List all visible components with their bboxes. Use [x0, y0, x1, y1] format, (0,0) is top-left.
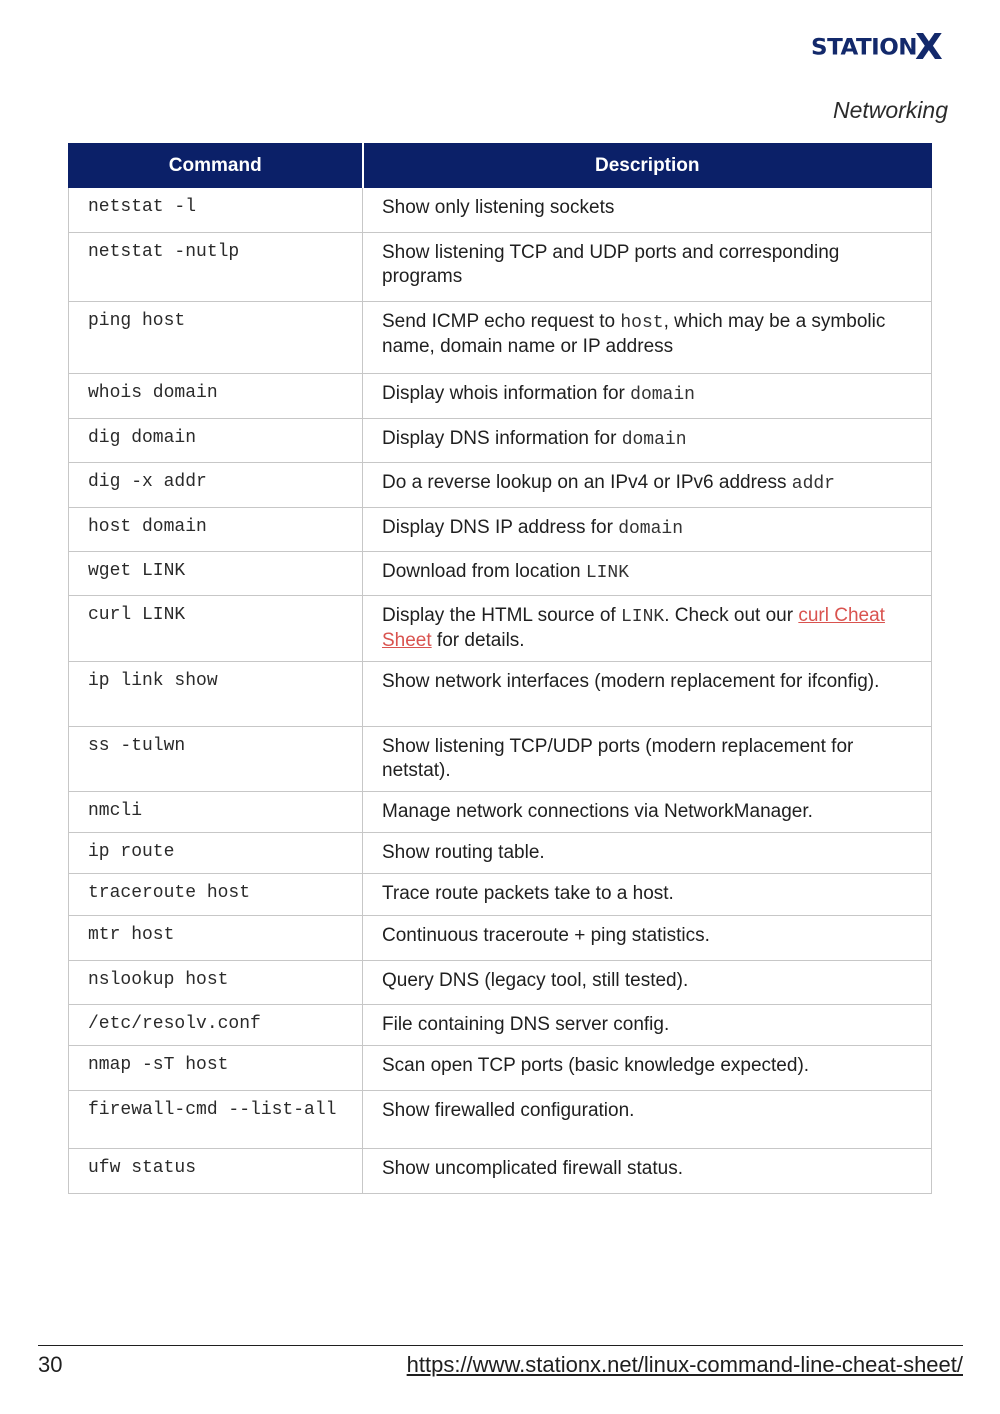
table-row	[69, 188, 932, 233]
inline-code: LINK	[585, 563, 630, 583]
footer-divider	[38, 1345, 963, 1346]
description-text: Show uncomplicated firewall status.	[382, 1158, 683, 1179]
table-row	[69, 1149, 932, 1194]
command-cell: netstat -l	[69, 188, 363, 233]
description-cell	[363, 374, 932, 419]
description-cell	[363, 302, 932, 374]
table-row	[69, 662, 932, 727]
inline-code: domain	[618, 519, 683, 539]
table-row	[69, 1005, 932, 1046]
command-table	[68, 143, 932, 1194]
description-cell	[363, 419, 932, 463]
table-row	[69, 508, 932, 552]
command-cell: ip link show	[69, 662, 363, 727]
stationx-logo	[811, 27, 963, 68]
table-row	[69, 916, 932, 961]
command-cell: host domain	[69, 508, 363, 552]
inline-code: domain	[621, 430, 687, 450]
description-text: . Check out our	[664, 605, 799, 626]
description-text: Display DNS IP address for	[382, 517, 619, 538]
command-cell: netstat -nutlp	[69, 233, 363, 302]
description-cell	[363, 188, 932, 233]
description-text: Download from location	[382, 561, 586, 582]
inline-code: addr	[791, 474, 835, 494]
table-row	[69, 374, 932, 419]
description-cell	[363, 833, 932, 874]
description-cell	[363, 727, 932, 792]
command-cell: nmap -sT host	[69, 1046, 363, 1091]
column-header-description: Description	[363, 144, 932, 188]
description-text: Show firewalled configuration.	[382, 1100, 635, 1121]
inline-code: host	[620, 313, 664, 333]
curl-cheat-sheet-link[interactable]: curl Cheat Sheet	[382, 605, 885, 651]
table-row	[69, 1046, 932, 1091]
table-row	[69, 233, 932, 302]
footer-url-link[interactable]: https://www.stationx.net/linux-command-line-cheat-sheet/	[406, 1352, 963, 1377]
table-row	[69, 552, 932, 596]
command-cell: wget LINK	[69, 552, 363, 596]
table-row	[69, 302, 932, 374]
table-row	[69, 419, 932, 463]
command-cell: curl LINK	[69, 596, 363, 662]
description-cell	[363, 874, 932, 916]
description-text: Display DNS information for	[382, 428, 622, 449]
description-cell	[363, 1149, 932, 1194]
table-body	[69, 188, 932, 1194]
command-cell: whois domain	[69, 374, 363, 419]
description-text: Show listening TCP/UDP ports (modern replacement for netstat).	[382, 736, 854, 781]
table-header-row	[69, 144, 932, 188]
column-header-command: Command	[69, 144, 363, 188]
table-row	[69, 727, 932, 792]
description-text: File containing DNS server config.	[382, 1014, 670, 1035]
command-cell: ip route	[69, 833, 363, 874]
command-cell: nmcli	[69, 792, 363, 833]
description-text: Display whois information for	[382, 383, 631, 404]
description-cell	[363, 508, 932, 552]
description-text: Do a reverse lookup on an IPv4 or IPv6 address	[382, 472, 792, 493]
description-cell	[363, 961, 932, 1005]
inline-code: domain	[630, 385, 695, 405]
table-row	[69, 596, 932, 662]
command-cell: nslookup host	[69, 961, 363, 1005]
description-cell	[363, 552, 932, 596]
logo-wordmark: STATION	[811, 35, 918, 61]
description-text: Show only listening sockets	[382, 197, 615, 218]
description-text: Manage network connections via NetworkManager.	[382, 801, 813, 822]
command-cell: ping host	[69, 302, 363, 374]
table-row	[69, 792, 932, 833]
command-cell: traceroute host	[69, 874, 363, 916]
command-cell: mtr host	[69, 916, 363, 961]
description-text: Scan open TCP ports (basic knowledge expected).	[382, 1055, 810, 1076]
description-text: Send ICMP echo request to	[382, 311, 621, 332]
description-text: Show routing table.	[382, 842, 545, 863]
description-text: , which may be a symbolic name, domain name or IP address	[382, 311, 886, 357]
description-cell	[363, 916, 932, 961]
inline-code: LINK	[621, 607, 665, 627]
table-row	[69, 1091, 932, 1149]
table-row	[69, 463, 932, 508]
command-cell: firewall-cmd --list-all	[69, 1091, 363, 1149]
description-cell	[363, 792, 932, 833]
description-text: Show network interfaces (modern replacement for ifconfig).	[382, 671, 880, 692]
logo-x-mark: X	[915, 27, 943, 68]
description-text: Continuous traceroute + ping statistics.	[382, 925, 710, 946]
description-cell	[363, 662, 932, 727]
description-text: Query DNS (legacy tool, still tested).	[382, 970, 689, 991]
page-number: 30	[38, 1352, 63, 1377]
description-text: Display the HTML source of	[382, 605, 621, 626]
command-cell: ss -tulwn	[69, 727, 363, 792]
table-row	[69, 874, 932, 916]
description-cell	[363, 463, 932, 508]
section-title: Networking	[832, 97, 948, 123]
description-cell	[363, 596, 932, 662]
command-cell: dig -x addr	[69, 463, 363, 508]
description-text: for details.	[431, 630, 525, 651]
description-text: Trace route packets take to a host.	[382, 883, 674, 904]
command-cell: /etc/resolv.conf	[69, 1005, 363, 1046]
table-row	[69, 961, 932, 1005]
description-cell	[363, 1046, 932, 1091]
description-text: Show listening TCP and UDP ports and corresponding programs	[382, 242, 840, 287]
description-cell	[363, 1091, 932, 1149]
description-cell	[363, 233, 932, 302]
command-cell: dig domain	[69, 419, 363, 463]
description-cell	[363, 1005, 932, 1046]
command-cell: ufw status	[69, 1149, 363, 1194]
table-row	[69, 833, 932, 874]
